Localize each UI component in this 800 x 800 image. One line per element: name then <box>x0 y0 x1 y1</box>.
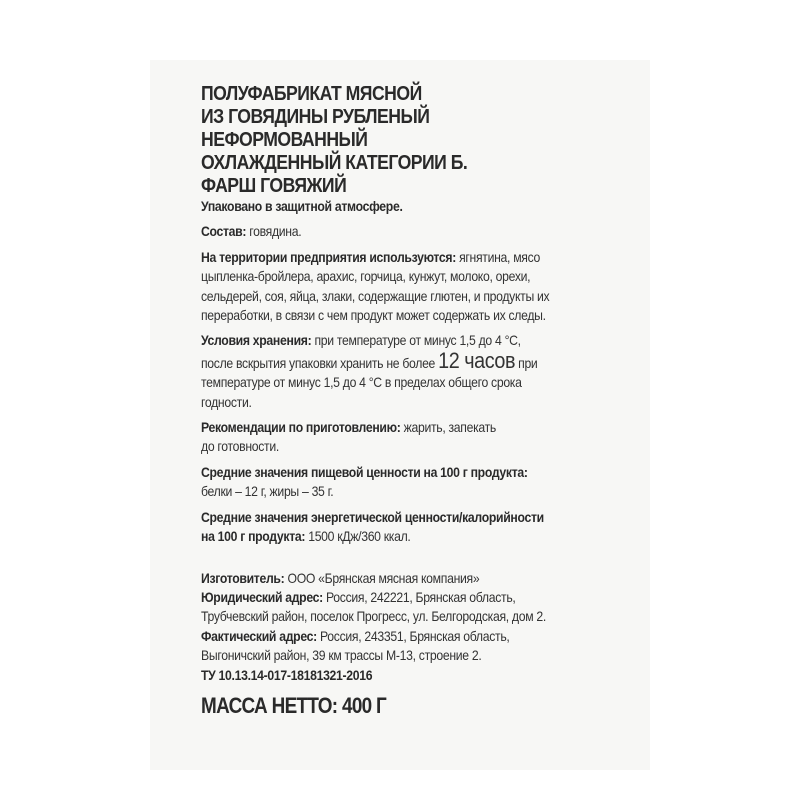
energy-line <box>201 527 579 546</box>
allergens-line: сельдерей, соя, яйца, злаки, содержащие глютен, и продукты их <box>201 288 550 304</box>
product-title-line: ФАРШ ГОВЯЖИЙ <box>201 174 347 197</box>
actual-address-text: Россия, 243351, Брянская область, <box>316 628 510 644</box>
storage-line: годности. <box>201 394 252 410</box>
storage-hours: 12 часов <box>438 347 516 373</box>
product-label <box>201 82 621 719</box>
storage-text: при <box>515 355 538 371</box>
storage-line: температуре от минус 1,5 до 4 °С в пределах общего срока <box>201 375 522 391</box>
legal-address <box>201 588 579 607</box>
tu-standard: ТУ 10.13.14-017-18181321-2016 <box>201 667 373 683</box>
actual-address <box>201 627 579 646</box>
energy-value: 1500 кДж/360 ккал. <box>305 529 411 545</box>
composition-label: Состав: <box>201 224 247 240</box>
legal-address-line: Трубчевский район, поселок Прогресс, ул. Белгородская, дом 2. <box>201 609 547 625</box>
energy-label: на 100 г продукта: <box>201 529 306 545</box>
cooking-text: жарить, запекать <box>400 420 496 436</box>
allergens-line: цыпленка-бройлера, арахис, горчица, кунжут, молоко, орехи, <box>201 269 531 285</box>
storage-label: Условия хранения: <box>201 333 312 349</box>
composition <box>201 222 579 241</box>
composition-value: говядина. <box>246 224 302 240</box>
allergens-label: На территории предприятия используются: <box>201 249 456 265</box>
product-title-line: ОХЛАЖДЕННЫЙ КАТЕГОРИИ Б. <box>201 151 468 174</box>
nutrition-value: белки – 12 г, жиры – 35 г. <box>201 484 334 500</box>
product-title-line: НЕФОРМОВАННЫЙ <box>201 128 368 151</box>
product-title-line: ИЗ ГОВЯДИНЫ РУБЛЕНЫЙ <box>201 105 430 128</box>
storage-text: при температуре от минус 1,5 до 4 °С, <box>311 333 521 349</box>
cooking-label: Рекомендации по приготовлению: <box>201 420 401 436</box>
actual-address-label: Фактический адрес: <box>201 628 317 644</box>
packaging-note: Упаковано в защитной атмосфере. <box>201 199 403 214</box>
allergens-line <box>201 248 579 267</box>
allergens-text: ягнятина, мясо <box>455 249 541 265</box>
legal-address-label: Юридический адрес: <box>201 589 323 605</box>
product-title-line: ПОЛУФАБРИКАТ МЯСНОЙ <box>201 82 422 105</box>
allergens-line: переработки, в связи с чем продукт может содержать их следы. <box>201 308 546 324</box>
storage-line <box>201 347 579 373</box>
energy-label: Средние значения энергетической ценности/калорийности <box>201 509 544 525</box>
cooking-line <box>201 418 579 437</box>
manufacturer-value: ООО «Брянская мясная компания» <box>284 570 480 586</box>
storage-line <box>201 331 579 350</box>
manufacturer-label: Изготовитель: <box>201 570 285 586</box>
manufacturer <box>201 569 579 588</box>
storage-text: после вскрытия упаковки хранить не более <box>201 355 439 371</box>
net-mass: МАССА НЕТТО: 400 Г <box>201 692 387 718</box>
actual-address-line: Выгоничский район, 39 км трассы М-13, строение 2. <box>201 648 482 664</box>
nutrition-label: Средние значения пищевой ценности на 100 г продукта: <box>201 464 528 480</box>
cooking-line: до готовности. <box>201 439 279 455</box>
legal-address-text: Россия, 242221, Брянская область, <box>322 589 516 605</box>
